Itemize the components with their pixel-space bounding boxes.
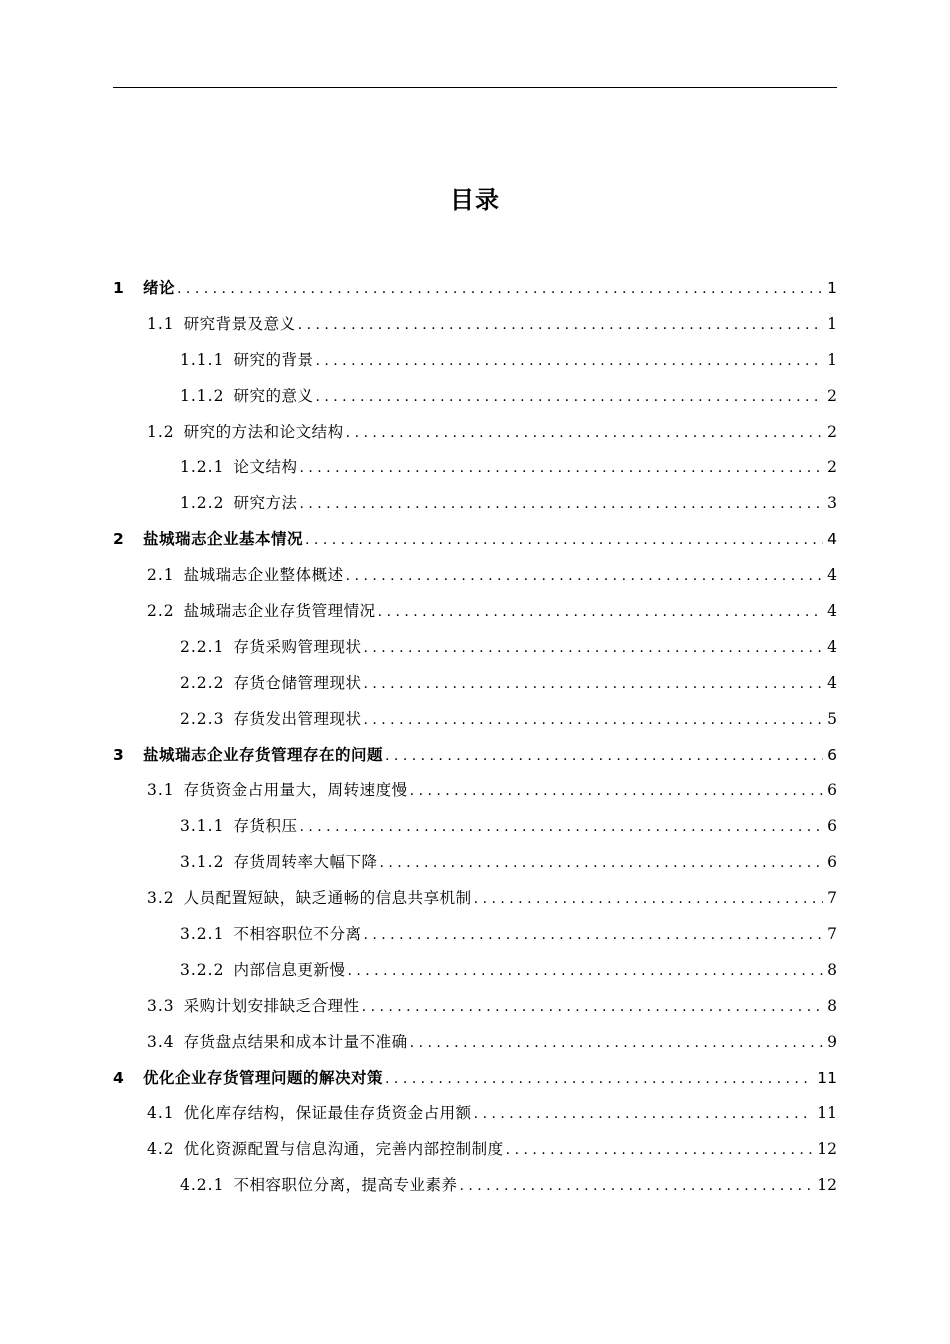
toc-entry-page: 4 (827, 673, 837, 692)
toc-entry-page: 2 (827, 458, 837, 477)
toc-entry-title: 研究的背景 (233, 350, 314, 369)
toc-entry-title: 盐城瑞志企业整体概述 (183, 566, 344, 585)
toc-entry-page: 11 (817, 1068, 837, 1087)
toc-entry[interactable] (113, 917, 837, 953)
toc-entry[interactable] (113, 522, 837, 558)
toc-entry-page: 3 (827, 494, 837, 513)
toc-entry-number: 3.1.1 (180, 817, 225, 836)
toc-entry-number: 2.1 (147, 566, 175, 585)
toc-entry-number: 1 (113, 279, 124, 297)
toc-entry-number: 1.1.2 (180, 386, 225, 405)
toc-entry[interactable] (113, 989, 837, 1025)
toc-entry-page: 11 (817, 1104, 837, 1123)
toc-entry-page: 8 (827, 960, 837, 979)
toc-entry[interactable] (113, 558, 837, 594)
toc-entry-title: 存货仓储管理现状 (233, 673, 362, 692)
toc-entry[interactable] (113, 953, 837, 989)
toc-entry-page: 7 (827, 889, 837, 908)
toc-entry-title: 优化库存结构，保证最佳存货资金占用额 (183, 1104, 472, 1123)
toc-entry-number: 3.4 (147, 1032, 175, 1051)
toc-entry[interactable] (113, 307, 837, 343)
toc-entry-page: 4 (827, 637, 837, 656)
toc-leader-dots (347, 953, 823, 990)
toc-leader-dots (474, 881, 823, 918)
header-rule (113, 87, 837, 88)
toc-entry-title: 盐城瑞志企业存货管理情况 (183, 602, 376, 621)
toc-entry[interactable] (113, 809, 837, 845)
toc-entry-number: 3.1 (147, 781, 175, 800)
toc-entry[interactable] (113, 379, 837, 415)
toc-entry[interactable] (113, 666, 837, 702)
toc-leader-dots (346, 415, 823, 452)
toc-entry[interactable] (113, 1168, 837, 1204)
toc-entry-number: 4.2.1 (180, 1176, 225, 1195)
toc-entry[interactable] (113, 450, 837, 486)
toc-entry-title: 优化资源配置与信息沟通，完善内部控制制度 (183, 1140, 504, 1159)
toc-entry-page: 1 (827, 279, 837, 297)
toc-entry-title: 存货周转率大幅下降 (233, 853, 378, 872)
toc-entry-number: 3.1.2 (180, 853, 225, 872)
toc-leader-dots (363, 630, 823, 667)
toc-entry-page: 1 (827, 350, 837, 369)
toc-entry[interactable] (113, 881, 837, 917)
toc-leader-dots (299, 450, 823, 487)
toc-entry-number: 1.1 (147, 314, 175, 333)
toc-entry[interactable] (113, 845, 837, 881)
toc-entry-page: 4 (827, 530, 837, 549)
toc-entry-title: 存货采购管理现状 (233, 637, 362, 656)
toc-entry-page: 7 (827, 925, 837, 944)
toc-entry-number: 2.2 (147, 602, 175, 621)
toc-entry[interactable] (113, 738, 837, 774)
toc-entry[interactable] (113, 343, 837, 379)
toc-entry-number: 1.2.1 (180, 458, 225, 477)
toc-entry-number: 2.2.1 (180, 637, 225, 656)
toc-entry-number: 3 (113, 745, 124, 764)
toc-entry-page: 2 (827, 422, 837, 441)
toc-entry-page: 1 (827, 314, 837, 333)
toc-entry-number: 1.2 (147, 422, 175, 441)
toc-entry[interactable] (113, 1132, 837, 1168)
toc-entry-number: 2.2.2 (180, 673, 225, 692)
toc-entry[interactable] (113, 415, 837, 451)
toc-leader-dots (474, 1096, 814, 1133)
toc-entry-title: 盐城瑞志企业基本情况 (143, 530, 304, 549)
toc-entry-title: 论文结构 (233, 458, 298, 477)
toc-leader-dots (305, 522, 823, 559)
toc-entry-page: 12 (817, 1176, 837, 1195)
toc-entry-page: 5 (827, 709, 837, 728)
toc-entry[interactable] (113, 486, 837, 522)
toc-leader-dots (385, 738, 823, 775)
toc-entry[interactable] (113, 594, 837, 630)
toc-entry-title: 研究背景及意义 (183, 314, 296, 333)
toc-leader-dots (459, 1168, 813, 1205)
toc-entry-page: 6 (827, 853, 837, 872)
toc-leader-dots (363, 666, 823, 703)
toc-entry-number: 3.3 (147, 996, 175, 1015)
toc-entry-page: 2 (827, 386, 837, 405)
toc-entry-number: 2.2.3 (180, 709, 225, 728)
toc-entry-number: 2 (113, 530, 124, 549)
toc-entry[interactable] (113, 271, 837, 307)
toc-entry-number: 4.2 (147, 1140, 175, 1159)
toc-entry[interactable] (113, 1061, 837, 1097)
toc-leader-dots (299, 809, 823, 846)
toc-leader-dots (363, 917, 823, 954)
toc-leader-dots (363, 702, 823, 739)
toc-leader-dots (379, 845, 823, 882)
toc-entry-number: 4.1 (147, 1104, 175, 1123)
toc-leader-dots (385, 1061, 813, 1098)
toc-entry-title: 盐城瑞志企业存货管理存在的问题 (143, 745, 384, 764)
toc-entry-title: 研究的方法和论文结构 (183, 422, 344, 441)
toc-title: 目录 (450, 186, 500, 214)
toc-entry-page: 12 (817, 1140, 837, 1159)
toc-entry-number: 3.2 (147, 889, 175, 908)
toc-entry-number: 1.2.2 (180, 494, 225, 513)
toc-entry-page: 6 (827, 781, 837, 800)
toc-entry-page: 9 (827, 1032, 837, 1051)
toc-entry-title: 人员配置短缺，缺乏通畅的信息共享机制 (183, 889, 472, 908)
toc-leader-dots (177, 271, 823, 308)
toc-entry-title: 存货资金占用量大，周转速度慢 (183, 781, 408, 800)
toc-leader-dots (362, 989, 823, 1026)
toc-entry-number: 3.2.1 (180, 925, 225, 944)
toc-entry-title: 存货盘点结果和成本计量不准确 (183, 1032, 408, 1051)
toc-leader-dots (346, 558, 823, 595)
toc-leader-dots (298, 307, 823, 344)
toc-entry-title: 研究方法 (233, 494, 298, 513)
toc-entry[interactable] (113, 630, 837, 666)
toc-leader-dots (410, 1025, 823, 1062)
toc-entry-title: 存货积压 (233, 817, 298, 836)
toc-entry[interactable] (113, 702, 837, 738)
toc-entry-page: 6 (827, 745, 837, 764)
toc-entry-page: 8 (827, 996, 837, 1015)
toc-entry-title: 研究的意义 (233, 386, 314, 405)
toc-entry-page: 4 (827, 602, 837, 621)
toc-entry-title: 绪论 (143, 279, 176, 297)
toc-leader-dots (299, 486, 823, 523)
toc-entry-page: 6 (827, 817, 837, 836)
toc-entry-number: 4 (113, 1068, 124, 1087)
toc-entry-title: 存货发出管理现状 (233, 709, 362, 728)
toc-entry-number: 1.1.1 (180, 350, 225, 369)
toc-leader-dots (378, 594, 823, 631)
toc-entry-title: 优化企业存货管理问题的解决对策 (143, 1068, 384, 1087)
toc-entry-page: 4 (827, 566, 837, 585)
toc-entry-title: 不相容职位分离，提高专业素养 (233, 1176, 458, 1195)
toc-leader-dots (506, 1132, 814, 1169)
toc-entry[interactable] (113, 1096, 837, 1132)
toc-entry-title: 内部信息更新慢 (233, 960, 346, 979)
toc-leader-dots (410, 773, 823, 810)
toc-entry[interactable] (113, 1025, 837, 1061)
toc-leader-dots (315, 343, 823, 380)
toc-entry-title: 不相容职位不分离 (233, 925, 362, 944)
toc-leader-dots (315, 379, 823, 416)
toc-entry[interactable] (113, 773, 837, 809)
toc-entry-title: 采购计划安排缺乏合理性 (183, 996, 360, 1015)
toc-entry-number: 3.2.2 (180, 960, 225, 979)
table-of-contents (113, 271, 837, 1204)
